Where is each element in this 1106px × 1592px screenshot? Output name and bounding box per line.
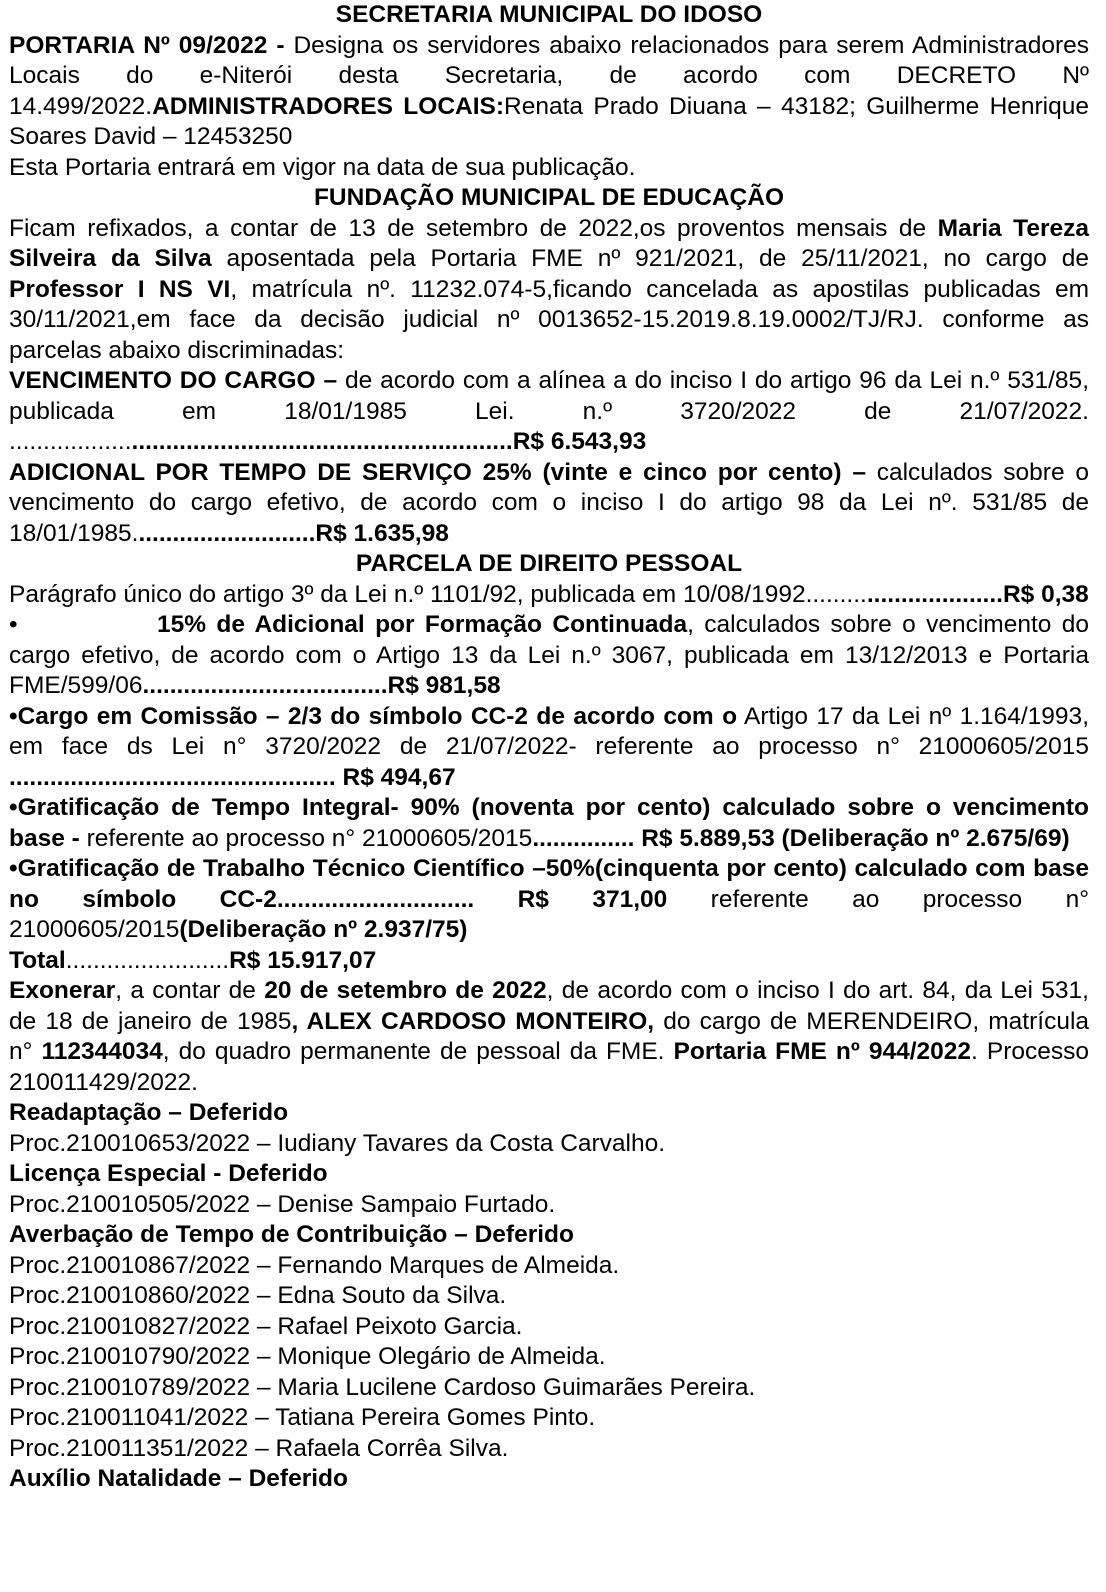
exonerar-name: , ALEX CARDOSO MONTEIRO, [291, 1007, 655, 1035]
licenca-heading: Licença Especial - Deferido [9, 1160, 328, 1187]
retiree-name: Maria Tereza Silveira da Silva [9, 214, 1089, 272]
adicional-text: calculados sobre o vencimento do cargo efetivo, de acordo com o inciso I do artigo 98 da Lei nº. 531/85 de 18/01/1985. [9, 458, 1089, 547]
refixados-text-c: , matrícula nº. 11232.074-5,ficando cancelada as apostilas publicadas em 30/11/2021,em face da decisão judicial nº 0013652-15.2019.8.19.0002/TJ/RJ. conforme as parcelas abaixo discriminadas: [9, 275, 1089, 364]
list-item: Proc.210011351/2022 – Rafaela Corrêa Silva. [9, 1434, 509, 1462]
comissao-label: •Cargo em Comissão – 2/3 do símbolo CC-2 de acordo com o [9, 702, 738, 730]
refixados-text-b: aposentada pela Portaria FME nº 921/2021, de 25/11/2021, no cargo de [211, 245, 1089, 272]
comissao-text: Artigo 17 da Lei nº 1.164/1993, em face ds Lei n° 3720/2022 de 21/07/2022- referente ao processo n° 21000605/2015 [9, 702, 1089, 760]
auxilio-heading: Auxílio Natalidade – Deferido [9, 1465, 348, 1492]
paragrafo-text: Parágrafo único do artigo 3º da Lei n.º 1101/92, publicada em 10/08/1992......... [9, 580, 867, 608]
total-line [9, 946, 1089, 977]
bullet-tempo-integral [9, 793, 1089, 854]
list-item: Proc.210010867/2022 – Fernando Marques de Almeida. [9, 1251, 620, 1279]
list-item: Proc.210010860/2022 – Edna Souto da Silva. [9, 1282, 507, 1309]
exonerar-text-b: , de acordo com o inciso I do art. 84, da Lei 531, de 18 de janeiro de 1985 [9, 977, 1089, 1035]
refixados-paragraph [9, 214, 1089, 367]
tempo-integral-value: ............... R$ 5.889,53 (Deliberação nº 2.675/69) [532, 824, 1070, 852]
adicional-paragraph [9, 458, 1089, 550]
portaria-paragraph [9, 31, 1089, 153]
vencimento-paragraph [9, 366, 1089, 458]
admin-label: ADMINISTRADORES LOCAIS: [152, 92, 505, 120]
exonerar-date: 20 de setembro de 2022 [264, 977, 547, 1004]
exonerar-text-e: . Processo 210011429/2022. [9, 1038, 1089, 1096]
bullet-icon: • [9, 611, 18, 638]
admin-text: Renata Prado Diuana – 43182; Guilherme Henrique Soares David – 12453250 [9, 92, 1089, 150]
list-item: Proc.210010505/2022 – Denise Sampaio Furtado. [9, 1190, 556, 1218]
exonerar-matricula: 112344034 [41, 1038, 163, 1065]
tempo-integral-text: referente ao processo n° 21000605/2015 [79, 824, 533, 852]
portaria-label: PORTARIA Nº 09/2022 - [9, 31, 285, 59]
total-dots: ........................ [65, 946, 230, 974]
paragrafo-unico [9, 580, 1089, 611]
paragrafo-value: ....................R$ 0,38 [866, 580, 1089, 608]
exonerar-text-a: , a contar de [115, 977, 265, 1004]
formacao-label: 15% de Adicional por Formação Continuada [157, 611, 688, 638]
vigor-line: Esta Portaria entrará em vigor na data de sua publicação. [9, 153, 636, 181]
exonerar-text-d: , do quadro permanente de pessoal da FME. [162, 1038, 674, 1065]
parcela-title: PARCELA DE DIREITO PESSOAL [355, 550, 743, 577]
tecnico-label: •Gratificação de Trabalho Técnico Científico –50%(cinquenta por cento) calculado com base no símbolo CC-2............................. R$ 371,00 [9, 855, 1089, 913]
total-label: Total [9, 946, 66, 974]
list-item: Proc.210010789/2022 – Maria Lucilene Cardoso Guimarães Pereira. [9, 1373, 756, 1401]
averbacao-heading: Averbação de Tempo de Contribuição – Deferido [9, 1221, 574, 1248]
retiree-cargo: Professor I NS VI [9, 275, 231, 303]
comissao-value: ................................................ R$ 494,67 [9, 763, 456, 791]
vencimento-value: ........................................................R$ 6.543,93 [131, 428, 647, 455]
list-item: Proc.210010790/2022 – Monique Olegário de Almeida. [9, 1343, 606, 1370]
vencimento-text: de acordo com a alínea a do inciso I do artigo 96 da Lei n.º 531/85, publicada em 18/01/1985 Lei. n.º 3720/2022 de 21/07/2022. .................. [9, 367, 1089, 455]
refixados-text-a: Ficam refixados, a contar de 13 de setembro de 2022,os proventos mensais de [9, 214, 938, 242]
adicional-value: ..........................R$ 1.635,98 [138, 519, 449, 547]
exonerar-label: Exonerar [9, 977, 116, 1004]
bullet-formacao [9, 610, 1089, 702]
exonerar-paragraph [9, 976, 1089, 1098]
readaptacao-heading: Readaptação – Deferido [9, 1099, 289, 1126]
section-title-fme: FUNDAÇÃO MUNICIPAL DE EDUCAÇÃO [313, 184, 785, 211]
formacao-text: , calculados sobre o vencimento do cargo efetivo, de acordo com o Artigo 13 da Lei n.º 3067, publicada em 13/12/2013 e Portaria FME/599/06 [9, 611, 1089, 699]
formacao-value: ....................................R$ 981,58 [142, 672, 501, 699]
list-item: Proc.210010827/2022 – Rafael Peixoto Garcia. [9, 1312, 523, 1340]
total-value: R$ 15.917,07 [229, 946, 377, 974]
exonerar-portaria: Portaria FME nº 944/2022 [673, 1038, 972, 1065]
tecnico-text: referente ao processo n° 21000605/2015 [9, 885, 1089, 943]
adicional-label: ADICIONAL POR TEMPO DE SERVIÇO 25% (vinte e cinco por cento) – [9, 458, 866, 486]
list-item: Proc.210011041/2022 – Tatiana Pereira Gomes Pinto. [9, 1404, 596, 1431]
bullet-tecnico [9, 854, 1089, 946]
section-title-idoso: SECRETARIA MUNICIPAL DO IDOSO [335, 1, 763, 28]
tempo-integral-label: •Gratificação de Tempo Integral- 90% (noventa por cento) calculado sobre o vencimento base - [9, 794, 1089, 852]
vencimento-label: VENCIMENTO DO CARGO – [9, 367, 338, 394]
portaria-text: Designa os servidores abaixo relacionados para serem Administradores Locais do e-Niterói desta Secretaria, de acordo com DECRETO Nº 14.499/2022. [9, 31, 1090, 120]
bullet-comissao [9, 702, 1089, 794]
exonerar-text-c: do cargo de MERENDEIRO, matrícula n° [9, 1007, 1090, 1065]
list-item: Proc.210010653/2022 – Iudiany Tavares da Costa Carvalho. [9, 1129, 666, 1157]
tecnico-deliberacao: (Deliberação nº 2.937/75) [179, 916, 468, 943]
